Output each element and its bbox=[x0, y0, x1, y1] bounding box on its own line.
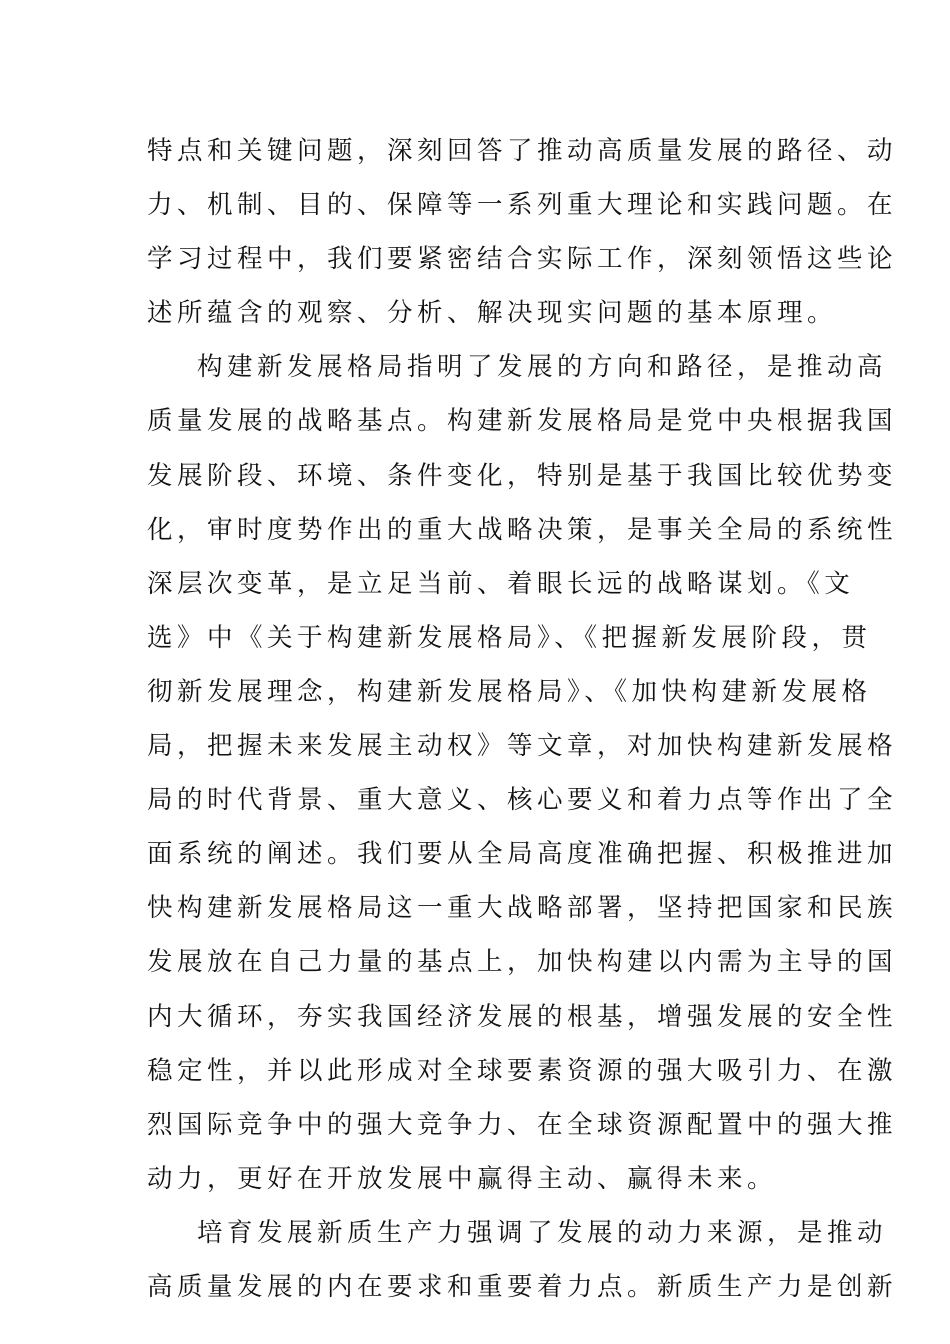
text-line: 局，把握未来发展主动权》等文章，对加快构建新发展格 bbox=[147, 731, 898, 762]
text-line: 学习过程中，我们要紧密结合实际工作，深刻领悟这些论 bbox=[147, 244, 898, 275]
text-line: 局的时代背景、重大意义、核心要义和着力点等作出了全 bbox=[147, 785, 898, 816]
text-line: 述所蕴含的观察、分析、解决现实问题的基本原理。 bbox=[147, 298, 838, 329]
text-line: 高质量发展的内在要求和重要着力点。新质生产力是创新 bbox=[147, 1271, 898, 1302]
text-line: 深层次变革，是立足当前、着眼长远的战略谋划。《文 bbox=[147, 568, 855, 599]
text-line: 烈国际竞争中的强大竞争力、在全球资源配置中的强大推 bbox=[147, 1109, 898, 1140]
text-line: 发展放在自己力量的基点上，加快构建以内需为主导的国 bbox=[147, 947, 898, 978]
text-line: 动力，更好在开放发展中赢得主动、赢得未来。 bbox=[147, 1163, 778, 1194]
text-line: 力、机制、目的、保障等一系列重大理论和实践问题。在 bbox=[147, 190, 898, 221]
text-line: 稳定性，并以此形成对全球要素资源的强大吸引力、在激 bbox=[147, 1055, 898, 1086]
text-line: 选》中《关于构建新发展格局》、《把握新发展阶段，贯 bbox=[147, 622, 872, 653]
text-line: 发展阶段、环境、条件变化，特别是基于我国比较优势变 bbox=[147, 460, 898, 491]
text-line: 内大循环，夯实我国经济发展的根基，增强发展的安全性 bbox=[147, 1001, 898, 1032]
document-body bbox=[147, 124, 898, 1314]
text-line: 面系统的阐述。我们要从全局高度准确把握、积极推进加 bbox=[147, 839, 898, 870]
text-line: 快构建新发展格局这一重大战略部署，坚持把国家和民族 bbox=[147, 893, 898, 924]
paragraph-first-line: 培育发展新质生产力强调了发展的动力来源，是推动 bbox=[197, 1217, 888, 1248]
text-line: 彻新发展理念，构建新发展格局》、《加快构建新发展格 bbox=[147, 676, 872, 707]
text-line: 化，审时度势作出的重大战略决策，是事关全局的系统性 bbox=[147, 514, 898, 545]
text-line: 质量发展的战略基点。构建新发展格局是党中央根据我国 bbox=[147, 406, 898, 437]
text-line: 特点和关键问题，深刻回答了推动高质量发展的路径、动 bbox=[147, 136, 898, 166]
paragraph-first-line: 构建新发展格局指明了发展的方向和路径，是推动高 bbox=[197, 352, 888, 383]
